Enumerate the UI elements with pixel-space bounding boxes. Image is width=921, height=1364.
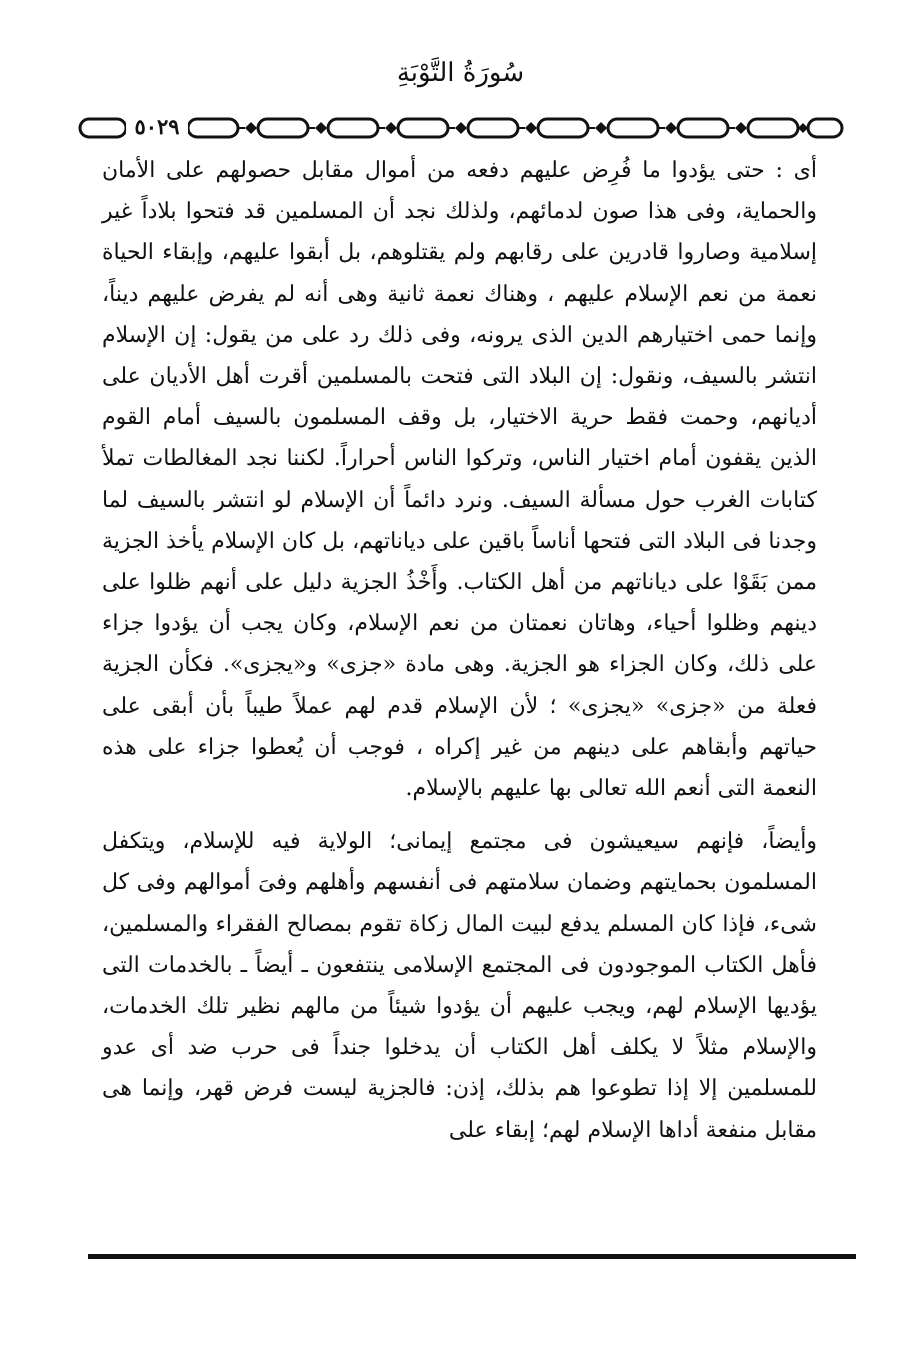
ornament-diamond — [595, 122, 607, 134]
header-ornament-border — [78, 114, 844, 142]
ornament-link — [188, 119, 238, 137]
ornament-diamond — [798, 123, 808, 133]
surah-title: سُورَةُ التَّوْبَةِ — [396, 58, 525, 88]
body-paragraph: أى : حتى يؤدوا ما فُرِض عليهم دفعه من أموال مقابل حصولهم على الأمان والحماية، وفى هذا صون لدمائهم، ولذلك نجد أن المسلمين قد فتحوا بلاداً غير إسلامية وصاروا قادرين على رقابهم ولم يقتلوهم، بل أبقوا عليهم، وإبقاء الحياة نعمة من نعم الإسلام عليهم ، وهناك نعمة ثانية وهى أنه لم يفرض عليهم ديناً، وإنما حمى اختيارهم الدين الذى يرونه، وفى ذلك رد على من يقول: إن الإسلام انتشر بالسيف، ونقول: إن البلاد التى فتحت بالمسلمين أقرت أهل الأديان على أديانهم، وحمت فقط حرية الاختيار، بل وقف المسلمون بالسيف أمام القوم الذين يقفون أمام اختيار الناس، وتركوا الناس أحراراً. لكننا نجد المغالطات تملأ كتابات الغرب حول مسألة السيف. ونرد دائماً أن الإسلام لو انتشر بالسيف لما وجدنا فى البلاد التى فتحها أناساً باقين على دياناتهم، بل كان الإسلام يأخذ الجزية ممن بَقَوْا على دياناتهم من أهل الكتاب. وأَخْذُ الجزية دليل على أنهم ظلوا على دينهم وظلوا أحياء، وهاتان نعمتان من نعم الإسلام، وكان يجب أن يؤدوا جزاء على ذلك، وكان الجزاء هو الجزية. وهى مادة «جزى» و«يجزى». فكأن الجزية فعلة من «جزى» «يجزى» ؛ لأن الإسلام قدم لهم عملاً طيباً بأن أبقى على حياتهم وأبقاهم على دينهم من غير إكراه ، فوجب أن يُعطوا جزاء على هذه النعمة التى أنعم الله تعالى بها عليهم بالإسلام. — [102, 158, 818, 802]
ornament-link — [678, 119, 728, 137]
page-number: ٥٠٢٩ — [126, 113, 188, 141]
ornament-link — [808, 119, 842, 137]
ornament-link — [80, 119, 126, 137]
ornament-diamond — [525, 122, 537, 134]
ornament-diamond — [455, 122, 467, 134]
ornament-diamond — [315, 122, 327, 134]
ornament-chain-icon — [78, 114, 844, 142]
ornament-diamond — [665, 122, 677, 134]
ornament-link — [538, 119, 588, 137]
page-body — [102, 150, 817, 1151]
ornament-link — [608, 119, 658, 137]
ornament-link — [748, 119, 798, 137]
ornament-diamond — [735, 122, 747, 134]
ornament-link — [258, 119, 308, 137]
ornament-link — [398, 119, 448, 137]
body-paragraph: وأيضاً، فإنهم سيعيشون فى مجتمع إيمانى؛ الولاية فيه للإسلام، ويتكفل المسلمون بحمايتهم وضمان سلامتهم فى أنفسهم وأهلهم وفىَ أموالهم وفى كل شىء، فإذا كان المسلم يدفع لبيت المال زكاة تقوم بمصالح الفقراء والمسلمين، فأهل الكتاب الموجودون فى المجتمع الإسلامى ينتفعون ـ أيضاً ـ بالخدمات التى يؤديها الإسلام لهم، ويجب عليهم أن يؤدوا شيئاً من مالهم نظير تلك الخدمات، والإسلام مثلاً لا يكلف أهل الكتاب أن يدخلوا جنداً فى حرب ضد أى عدو للمسلمين إلا إذا تطوعوا هم بذلك، إذن: فالجزية ليست فرض قهر، وإنما هى مقابل منفعة أداها الإسلام لهم؛ إبقاء على — [102, 829, 817, 1143]
ornament-diamond — [245, 122, 257, 134]
ornament-diamond — [385, 122, 397, 134]
ornament-link — [328, 119, 378, 137]
footer-rule — [88, 1254, 856, 1259]
ornament-link — [468, 119, 518, 137]
